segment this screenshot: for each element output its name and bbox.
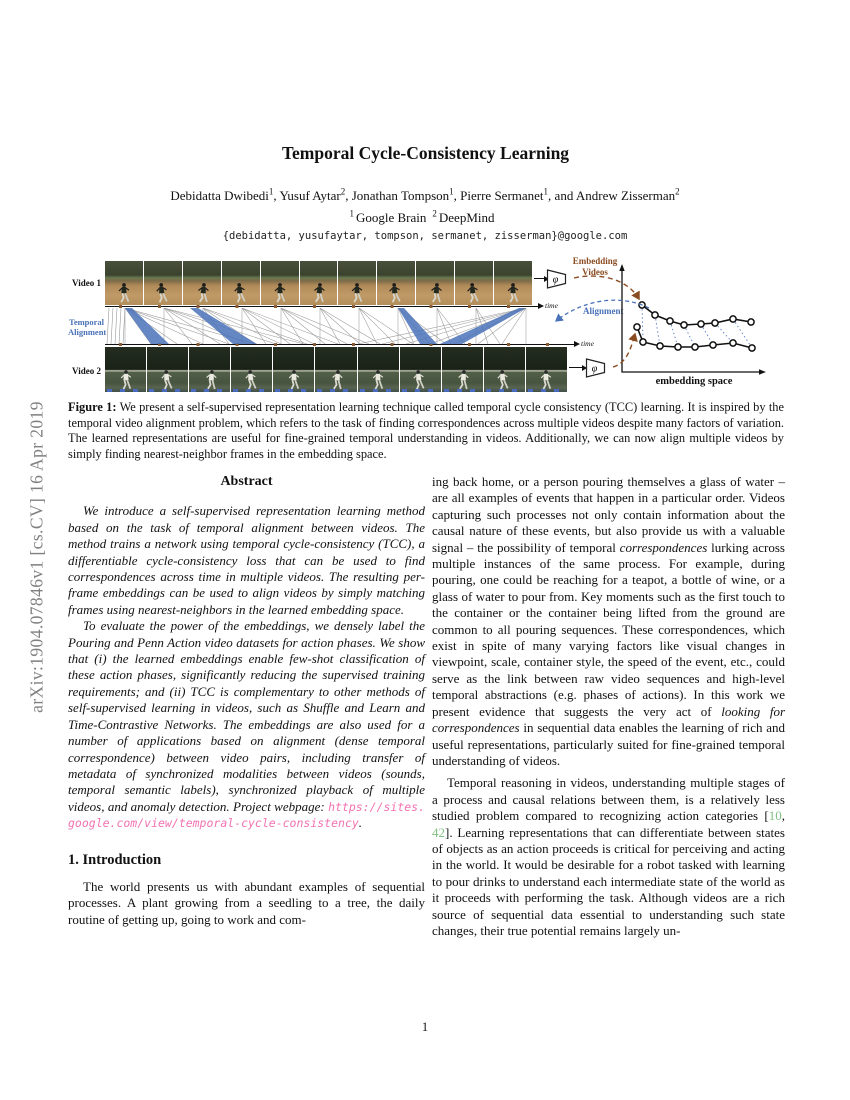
figure-caption xyxy=(68,400,784,462)
introduction-paragraph: The world presents us with abundant examples of sequential processes. A plant growing from a seedling to a tree, the daily routine of getting up, going to work and com- xyxy=(68,878,425,927)
text-run: Alignment xyxy=(68,326,107,337)
author: Pierre Sermanet$^1$, and xyxy=(460,186,576,203)
project-webpage-link[interactable]: https://sites.google.com/view/temporal-cycle-consistency xyxy=(68,799,425,831)
text-run: , xyxy=(781,808,785,824)
abstract-heading: Abstract xyxy=(220,474,273,489)
body-paragraph xyxy=(432,775,785,939)
author-line xyxy=(0,188,850,204)
alignment-label: Alignment xyxy=(583,306,624,316)
video-frame xyxy=(231,347,272,392)
person-figure xyxy=(158,368,175,390)
person-figure xyxy=(428,281,446,303)
video-frame xyxy=(484,347,525,392)
figure-1 xyxy=(68,256,783,398)
text-run: in sequential data enables the learning of rich and useful representations, particularly suited for fine-grained temporal understanding of videos. xyxy=(432,720,785,768)
paper-title: Temporal Cycle-Consistency Learning xyxy=(281,143,570,163)
emphasis-text: looking for correspondences xyxy=(432,703,786,736)
video-frame xyxy=(416,261,454,305)
video-frame xyxy=(105,261,143,305)
video-frame xyxy=(273,347,314,392)
text-run: ]. Learning representations that can differentiate between states of objects as an action proceeds is critical for perceiving and acting in the world. It would be desirable for a robot tasked with learning to pour drinks to understand each intermediate state of the world as it proceeds with performing the task. Although videos are a rich source of sequential data essential to understanding such state changes, their true potential remains largely un- xyxy=(432,824,785,938)
person-figure xyxy=(455,368,473,390)
svg-text:φ: φ xyxy=(552,274,559,286)
video1-to-encoder-arrow xyxy=(534,278,544,279)
video-frame xyxy=(455,261,493,305)
abstract-paragraph-1: We introduce a self-supervised representation learning method based on the task of temporal alignment between videos. The method trains a network using temporal cycle-consistency (TCC), a differentiable cycle-consistency loss that can be used to find correspondences across time in multiple videos. The resulting per-frame embeddings can be used to align videos by simply matching frames using nearest-neighbors in the learned embedding space. xyxy=(68,503,425,617)
introduction-heading: 1. Introduction xyxy=(68,851,162,868)
video-frame xyxy=(315,347,356,392)
video-frame xyxy=(261,261,299,305)
citation-link[interactable]: 10 xyxy=(768,808,782,824)
person-figure xyxy=(370,369,386,390)
text-run: To evaluate the power of the embeddings, we densely label the Pouring and Penn Action video datasets for action phases. We show that (i) the learned embeddings enable few-shot classification of these action phases, significantly reducing the supervised training requirements; and (ii) TCC is complementary to other methods of self-supervised learning in videos, such as Shuffle and Learn and Time-Contrastive Networks. The embeddings are also used for a number of applications based on alignment (dense temporal correspondence) between video pairs, including transfer of metadata of synchronized modalities between videos (sounds, temporal semantic labels), synchronized playback of multiple videos, and anomaly detection. Project webpage: xyxy=(68,618,425,814)
person-figure xyxy=(116,282,132,303)
left-column xyxy=(68,474,425,928)
embedding-space-label: embedding space xyxy=(655,376,733,387)
citation-link[interactable]: 42 xyxy=(432,824,445,840)
person-figure xyxy=(153,281,170,303)
video-frame xyxy=(189,347,230,392)
body-paragraph xyxy=(432,474,785,769)
text-run: Embedding xyxy=(572,256,618,266)
video-frame xyxy=(526,347,567,392)
video-frame xyxy=(338,261,376,305)
text-run: Temporal xyxy=(68,317,105,327)
video-frame xyxy=(400,347,441,392)
encoder-phi-2 xyxy=(585,357,611,379)
person-figure xyxy=(118,369,134,390)
text-run: . xyxy=(358,815,363,831)
video-frame xyxy=(442,347,483,392)
person-figure xyxy=(231,281,248,303)
author: Jonathan Tompson$^1$, xyxy=(351,186,461,203)
person-figure xyxy=(286,369,302,390)
embedding-space-plot xyxy=(613,258,773,390)
email-line: {debidatta, yusufaytar, tompson, sermanet, zisserman}@google.com xyxy=(222,230,628,242)
person-figure xyxy=(464,281,481,303)
person-figure xyxy=(242,368,259,390)
abstract-paragraph-2 xyxy=(68,618,425,831)
video1-filmstrip xyxy=(105,261,532,305)
video2-timeline xyxy=(105,344,574,345)
person-figure xyxy=(349,282,365,303)
right-column xyxy=(432,474,785,939)
text-run: Temporal reasoning in videos, understanding multiple stages of a process and causal relations between them, is a relatively less studied problem compared to recognizing action categories [ xyxy=(432,775,785,824)
video1-label: Video 1 xyxy=(72,278,101,288)
text-run: We present a self-supervised representation learning technique called temporal cycle consistency (TCC) learning. It is inspired by the temporal video alignment problem, which refers to the task of finding correspondences across multiple videos despite many factors of variation. The learned representations are useful for fine-grained temporal understanding in videos. Additionally, we can now align multiple videos by simply finding nearest-neighbor frames in the embedding space. xyxy=(68,400,784,461)
person-figure xyxy=(538,369,554,390)
video-frame xyxy=(377,261,415,305)
video-frame xyxy=(105,347,146,392)
person-figure xyxy=(194,281,212,303)
page-number: 1 xyxy=(421,1020,429,1034)
person-figure xyxy=(494,368,511,390)
author: Debidatta Dwibedi$^1$, xyxy=(170,186,280,203)
time-axis-label: time xyxy=(545,301,558,310)
temporal-alignment-lines xyxy=(105,308,532,344)
video-frame xyxy=(183,261,221,305)
author: Yusuf Aytar$^2$, xyxy=(279,186,352,203)
text-run: lurking across multiple instances of the same process. For example, during pouring, one could be reaching for a teapot, a bottle of wine, or a glass of water to pour from. Key moments such as the first touch to the container or the container being lifted from the ground are common to all pouring sequences. These correspondences, which exist in spite of many varying factors like visual changes in viewpoint, scale, container style, the speed of the event, etc., could serve as the link between raw video sequences and high-level temporal abstractions (e.g. phases of actions). In this work we present evidence that suggests the very act of xyxy=(432,539,785,719)
text-run: ing back home, or a person pouring themselves a glass of water – are all examples of events that happen in a particular order. Videos capturing such processes not only contain information about the causal nature of these events, but also provide us with a valuable signal – the possibility of temporal xyxy=(432,474,785,555)
emphasis-text: correspondences xyxy=(619,539,708,555)
svg-text:φ: φ xyxy=(591,363,598,375)
video-frame xyxy=(300,261,338,305)
person-figure xyxy=(328,368,346,390)
video1-timeline xyxy=(105,306,538,307)
author: Andrew Zisserman$^2$ xyxy=(575,186,680,203)
person-figure xyxy=(505,282,521,303)
video2-filmstrip xyxy=(105,347,567,392)
person-figure xyxy=(386,281,403,303)
video-frame xyxy=(494,261,532,305)
video-frame xyxy=(222,261,260,305)
text-run: Videos xyxy=(582,266,608,277)
person-figure xyxy=(311,281,329,303)
video-frame xyxy=(144,261,182,305)
person-figure xyxy=(202,368,220,390)
video-frame xyxy=(358,347,399,392)
temporal-alignment-label xyxy=(68,318,105,338)
person-figure xyxy=(272,282,288,303)
figure-caption-label: Figure 1: xyxy=(68,400,117,414)
arxiv-watermark: arXiv:1904.07846v1 [cs.CV] 16 Apr 2019 xyxy=(26,401,47,713)
person-figure xyxy=(410,368,427,390)
affiliation-line: $^1$ Google Brain $^2$ DeepMind xyxy=(349,208,495,225)
video2-label: Video 2 xyxy=(72,366,101,376)
time-axis-label: time xyxy=(581,339,594,348)
video-frame xyxy=(147,347,188,392)
video2-to-encoder-arrow xyxy=(569,367,582,368)
